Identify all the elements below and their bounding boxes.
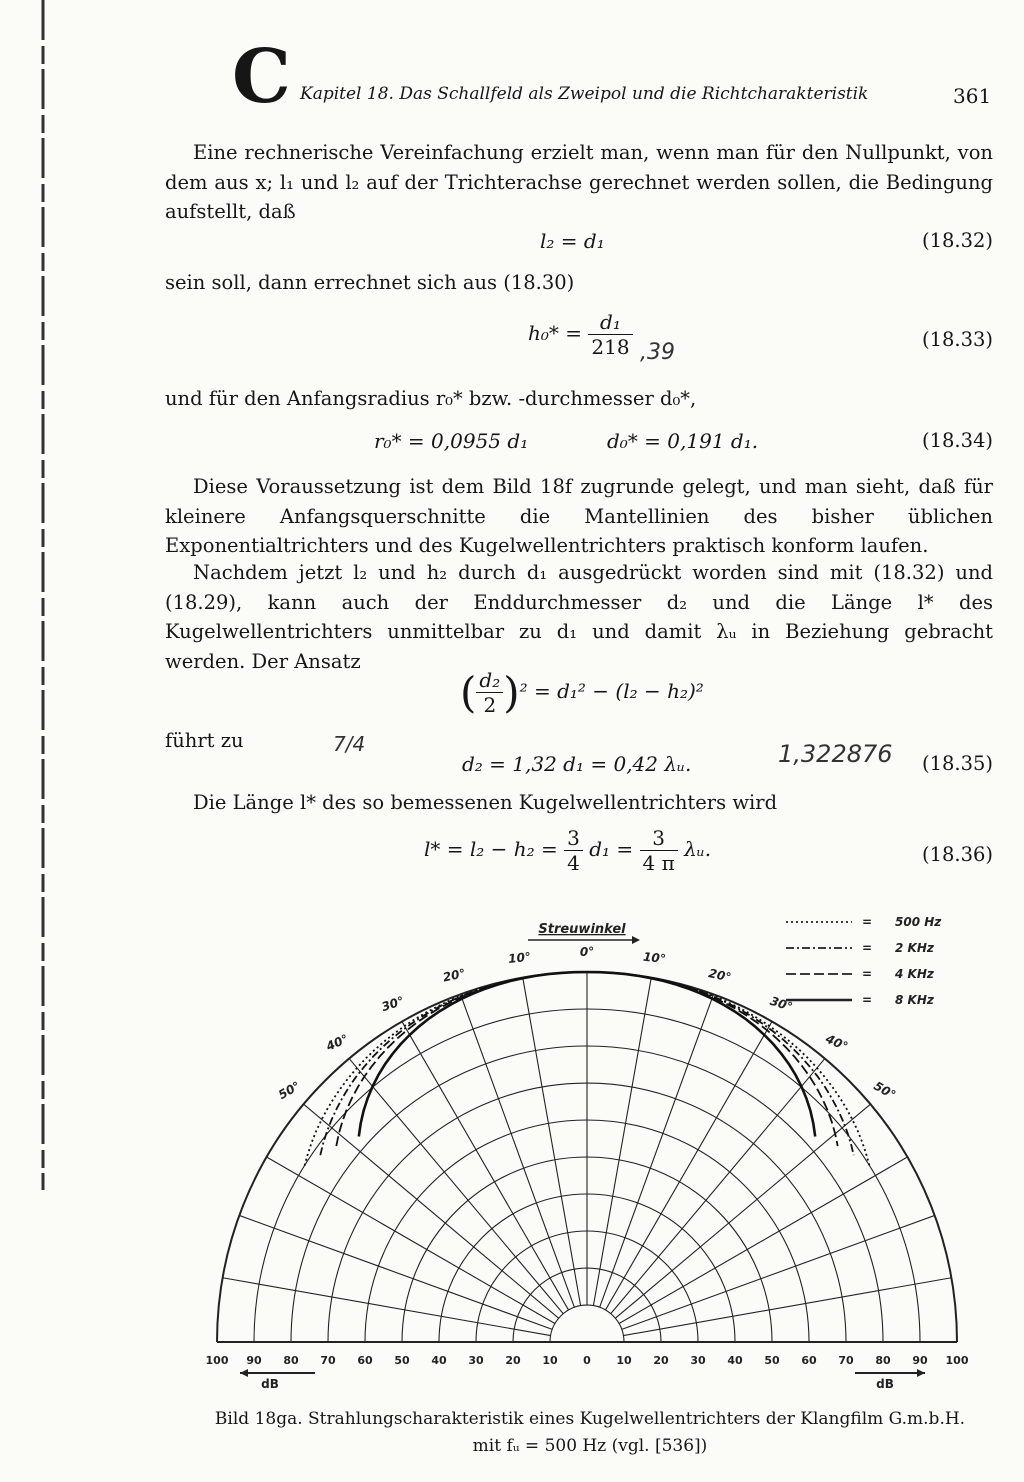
handwritten-note-2: 7/4: [333, 732, 366, 756]
angle-radial: [611, 1059, 825, 1314]
db-tick-label: 90: [246, 1354, 262, 1367]
paragraph-1: Eine rechnerische Vereinfachung erzielt man, wenn man für den Nullpunkt, von dem aus x; l₁ und l₂ auf der Trichterachse gerechnet werden sollen, die Bedingung aufstellt, daß: [165, 141, 993, 223]
db-tick-label: 60: [801, 1354, 817, 1367]
ansatz-numerator: d₂: [476, 668, 503, 693]
equation-number-18-32: (18.32): [922, 229, 994, 252]
db-tick-label: 30: [468, 1354, 484, 1367]
db-tick-label: 60: [357, 1354, 373, 1367]
equation-18-34b: d₀* = 0,191 d₁.: [607, 429, 759, 453]
angle-label: 30°: [379, 993, 406, 1015]
legend-label: 4 KHz: [895, 967, 934, 981]
angle-radial: [460, 994, 574, 1307]
legend-equals: =: [862, 993, 873, 1007]
angle-label: 40°: [823, 1031, 850, 1054]
left-paren: (: [460, 668, 477, 717]
equation-number-18-34: (18.34): [922, 429, 994, 452]
figure-legend: [786, 915, 942, 1007]
db-tick-label: 70: [320, 1354, 336, 1367]
angle-label: 50°: [275, 1078, 303, 1103]
eq-18-36-frac1-top: 3: [564, 826, 583, 851]
angle-label: 50°: [871, 1078, 899, 1103]
angle-radial: [523, 978, 581, 1306]
angle-radial: [304, 1104, 559, 1318]
eq-18-33-numerator: d₁: [588, 310, 632, 335]
db-tick-label: 80: [875, 1354, 891, 1367]
figure-caption-line-1: Bild 18ga. Strahlungscharakteristik eines Kugelwellentrichters der Klangfilm G.m.b.H.: [214, 1409, 966, 1429]
eq-18-33-lhs: h₀* =: [528, 321, 583, 345]
angle-label: 0°: [579, 945, 595, 959]
page-number: 361: [953, 84, 992, 108]
angle-radial: [593, 978, 651, 1306]
angle-radial: [622, 1215, 935, 1329]
db-tick-label: 20: [653, 1354, 669, 1367]
handwritten-note-1: ,39: [640, 340, 675, 365]
polar-grid: [217, 972, 957, 1342]
legend-label: 8 KHz: [895, 993, 934, 1007]
angle-radial: [349, 1059, 563, 1314]
angle-label: 30°: [768, 993, 795, 1015]
db-tick-label: 10: [542, 1354, 558, 1367]
angle-radial: [267, 1157, 555, 1324]
db-tick-label: 0: [583, 1354, 591, 1367]
legend-equals: =: [862, 967, 873, 981]
equation-number-18-33: (18.33): [922, 328, 994, 351]
db-tick-label: 50: [764, 1354, 780, 1367]
db-tick-label: 100: [945, 1354, 969, 1367]
db-tick-label: 50: [394, 1354, 410, 1367]
equation-number-18-35: (18.35): [922, 752, 994, 775]
db-tick-label: 70: [838, 1354, 854, 1367]
equation-18-34a: r₀* = 0,0955 d₁: [374, 429, 529, 453]
paragraph-2: sein soll, dann errechnet sich aus (18.30): [165, 271, 575, 294]
db-tick-label: 10: [616, 1354, 632, 1367]
streuwinkel-arrowhead: [632, 936, 640, 944]
eq-18-36-c: λᵤ.: [684, 837, 712, 861]
db-tick-label: 90: [912, 1354, 928, 1367]
chapter-initial: C: [232, 34, 291, 120]
legend-label: 2 KHz: [895, 941, 934, 955]
legend-equals: =: [862, 941, 873, 955]
running-header: Kapitel 18. Das Schallfeld als Zweipol und die Richtcharakteristik: [300, 84, 869, 104]
paragraph-7: Die Länge l* des so bemessenen Kugelwellentrichters wird: [193, 791, 778, 814]
angle-radial: [619, 1157, 907, 1324]
angle-radial: [223, 1278, 551, 1336]
paragraph-3: und für den Anfangsradius r₀* bzw. -durchmesser d₀*,: [165, 387, 697, 410]
angle-radial: [606, 1022, 773, 1310]
angle-label: 10°: [507, 949, 532, 967]
angle-radial: [402, 1022, 569, 1310]
angle-label: 10°: [642, 949, 667, 967]
db-tick-label: 40: [727, 1354, 743, 1367]
db-arrowhead-right: [917, 1369, 925, 1377]
eq-18-36-b: d₁ =: [589, 837, 634, 861]
paragraph-4: Diese Voraussetzung ist dem Bild 18f zugrunde gelegt, und man sieht, daß für kleinere Anfangsquerschnitte die Mantellinien des bisher üblichen Exponentialtrichters und des Kugelwellentrichters praktisch konform laufen.: [165, 475, 993, 557]
eq-18-36-a: l* = l₂ − h₂ =: [424, 837, 558, 861]
paragraph-6-label: führt zu: [165, 729, 244, 752]
ansatz-rest: ² = d₁² − (l₂ − h₂)²: [519, 679, 704, 703]
angle-label: 20°: [441, 966, 467, 985]
equation-18-35: d₂ = 1,32 d₁ = 0,42 λᵤ.: [462, 752, 692, 776]
equation-number-18-36: (18.36): [922, 843, 994, 866]
eq-18-36-frac1-bot: 4: [567, 851, 580, 875]
db-tick-label: 30: [690, 1354, 706, 1367]
paragraph-5: Nachdem jetzt l₂ und h₂ durch d₁ ausgedrückt worden sind mit (18.32) und (18.29), kann auch der Enddurchmesser d₂ und die Länge l* des Kugelwellentrichters unmittelbar zu d₁ und damit λᵤ in Beziehung gebracht werden. Der Ansatz: [165, 561, 993, 673]
equation-18-32: l₂ = d₁: [540, 229, 605, 253]
figure-caption-line-2: mit fᵤ = 500 Hz (vgl. [536]): [472, 1436, 708, 1456]
angle-radial: [239, 1215, 552, 1329]
angle-label: 20°: [707, 966, 733, 985]
db-tick-label: 100: [205, 1354, 229, 1367]
angle-radial: [600, 994, 714, 1307]
db-tick-label: 80: [283, 1354, 299, 1367]
db-arrowhead-left: [240, 1369, 248, 1377]
eq-18-33-denominator: 218: [591, 335, 630, 359]
angle-radial: [615, 1104, 870, 1318]
eq-18-36-frac2-bot: 4 π: [642, 851, 675, 875]
db-unit-left: dB: [261, 1377, 279, 1391]
streuwinkel-label: Streuwinkel: [538, 922, 626, 937]
db-unit-right: dB: [876, 1377, 894, 1391]
legend-label: 500 Hz: [895, 915, 942, 929]
right-paren: ): [503, 668, 520, 717]
db-tick-label: 40: [431, 1354, 447, 1367]
angle-radial: [623, 1278, 951, 1336]
db-tick-label: 20: [505, 1354, 521, 1367]
legend-equals: =: [862, 915, 873, 929]
ansatz-denominator: 2: [483, 693, 497, 717]
handwritten-note-3: 1,322876: [778, 740, 893, 768]
angle-label: 40°: [324, 1031, 351, 1054]
eq-18-36-frac2-top: 3: [640, 826, 678, 851]
